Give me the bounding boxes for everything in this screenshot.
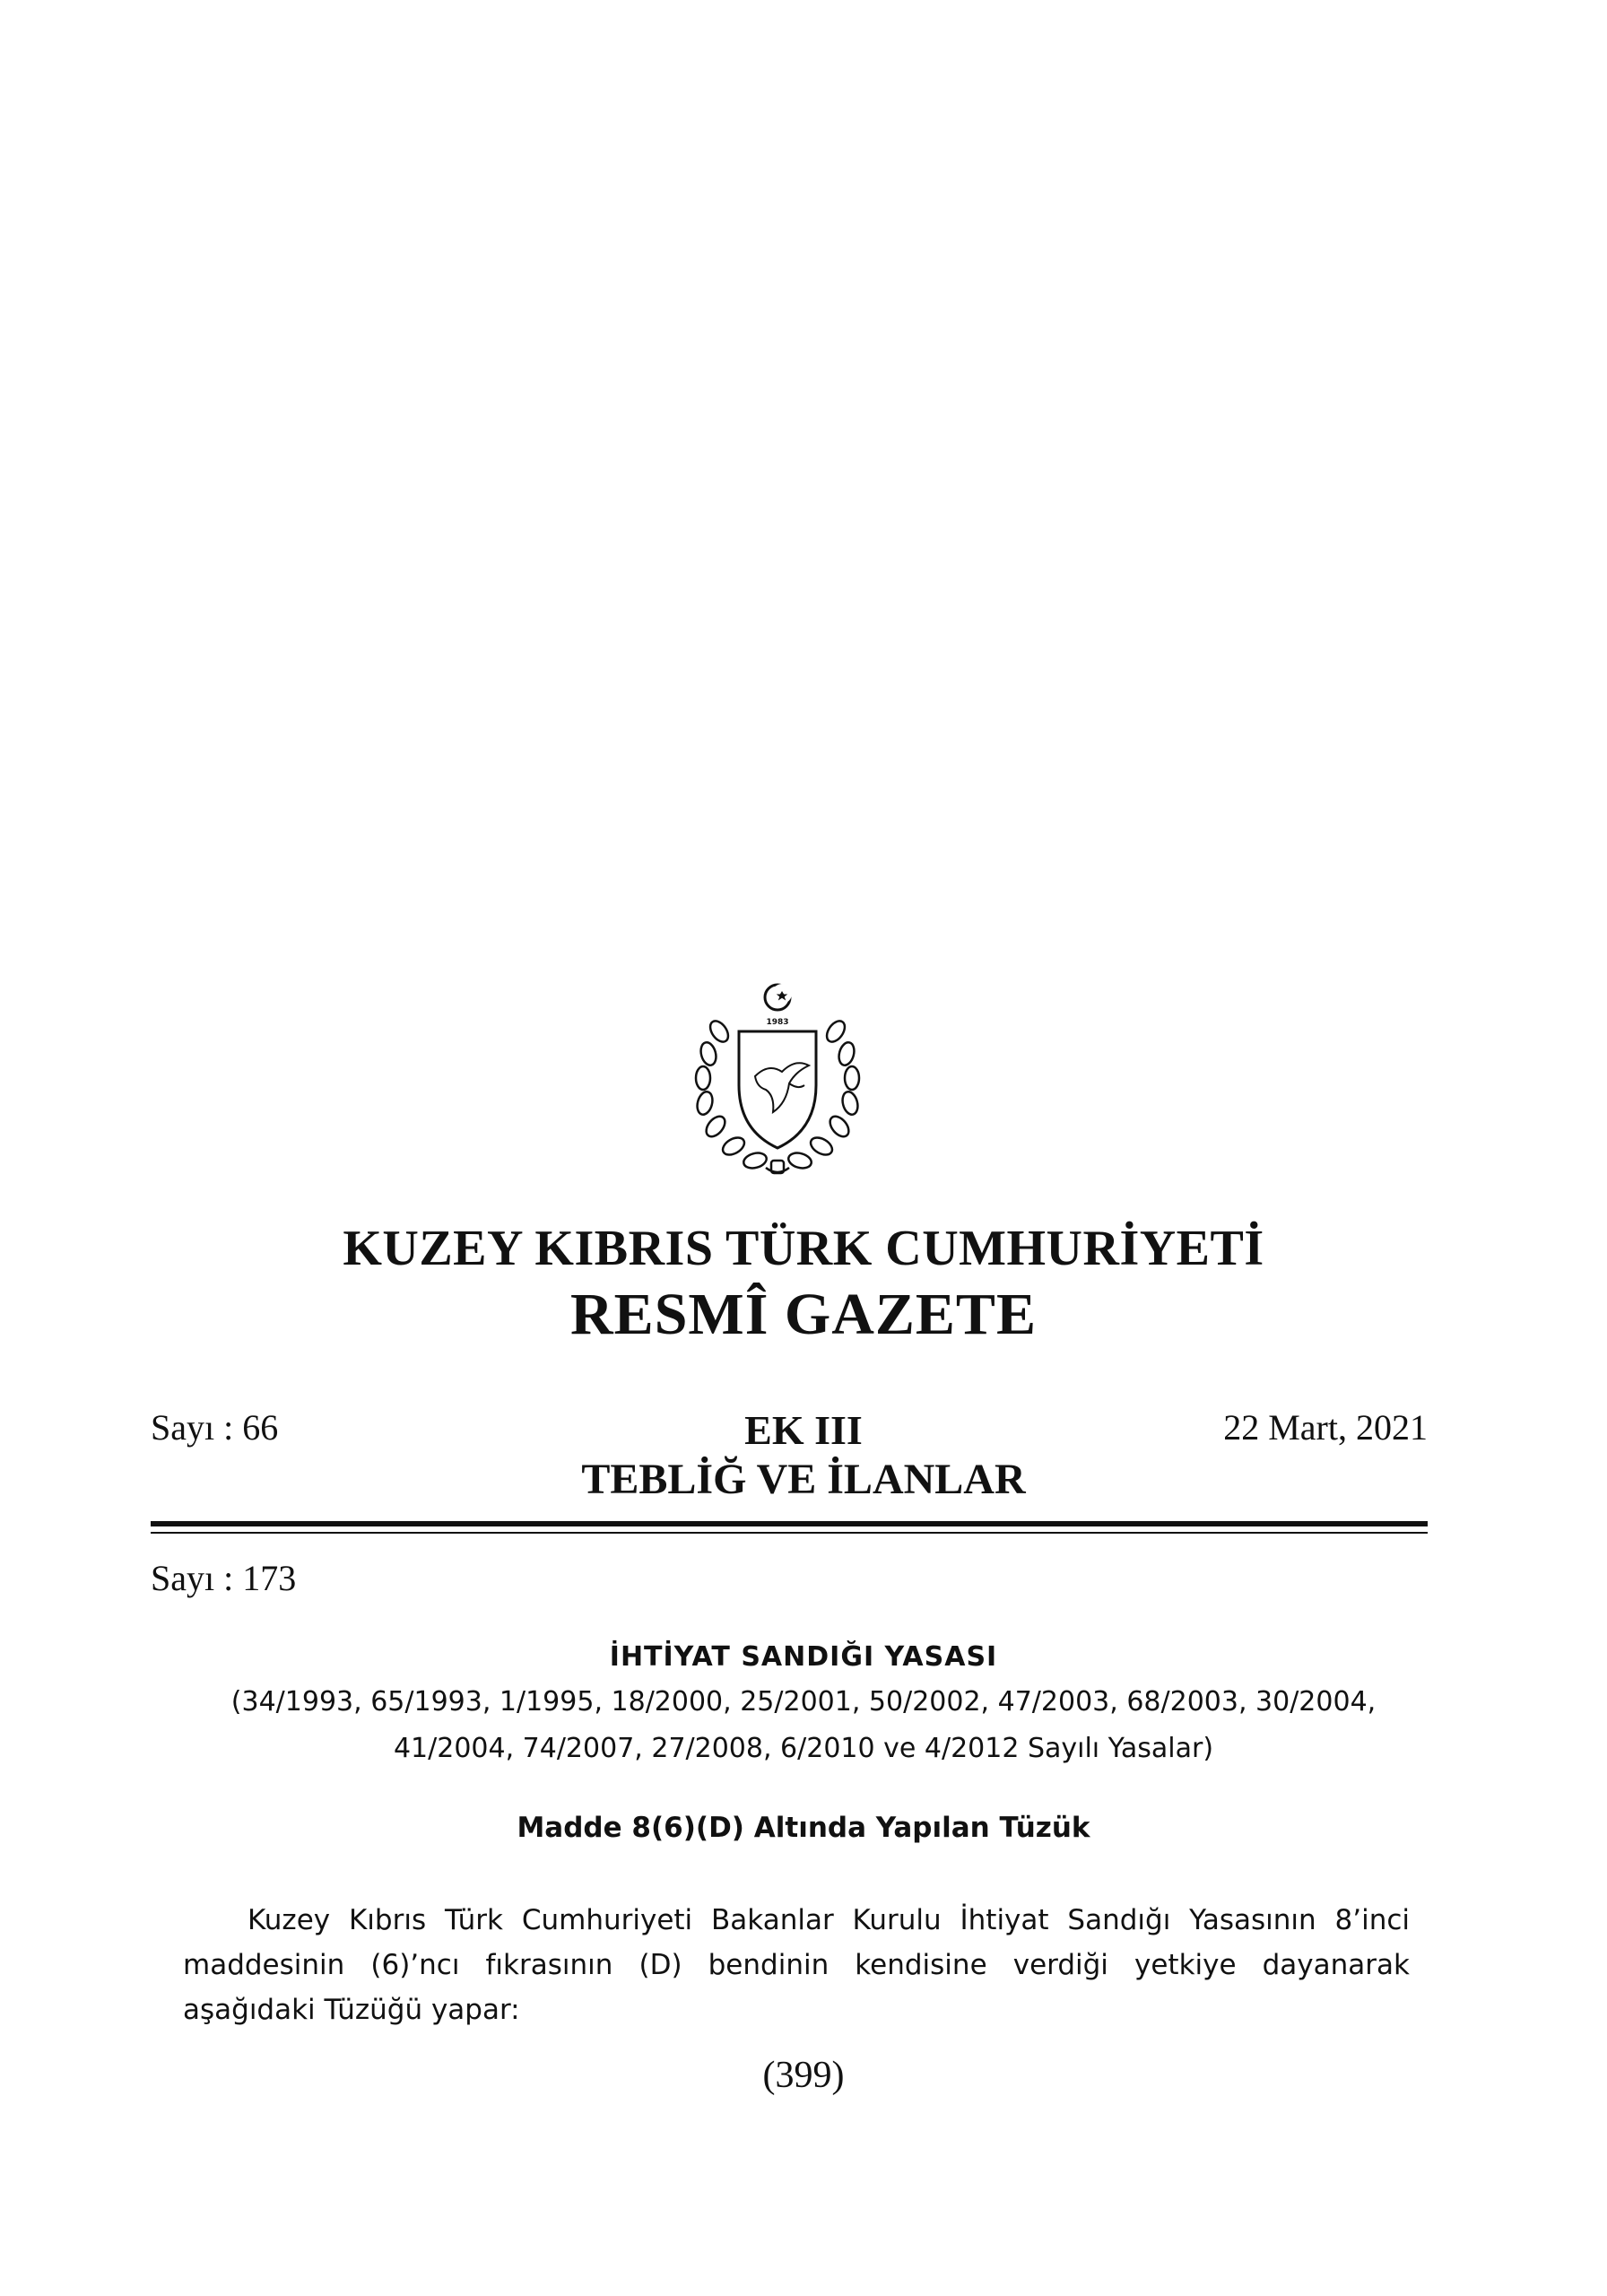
header-divider-thick (151, 1521, 1428, 1526)
emblem-year: 1983 (766, 1018, 789, 1027)
issue-date: 22 Mart, 2021 (1223, 1407, 1428, 1448)
rule-heading: Madde 8(6)(D) Altında Yapılan Tüzük (517, 1812, 1090, 1844)
header-divider-thin (151, 1532, 1428, 1534)
section-title: TEBLİĞ VE İLANLAR (581, 1456, 1026, 1503)
page-number: (399) (762, 2055, 845, 2096)
gazette-title: RESMÎ GAZETE (570, 1282, 1037, 1347)
law-references-line-1: (34/1993, 65/1993, 1/1995, 18/2000, 25/2001, 50/2002, 47/2003, 68/2003, 30/2004, (230, 1686, 1377, 1718)
notice-number: Sayı : 173 (151, 1558, 297, 1598)
law-title: İHTİYAT SANDIĞI YASASI (609, 1641, 998, 1673)
law-references-line-2: 41/2004, 74/2007, 27/2008, 6/2010 ve 4/2012 Sayılı Yasalar) (393, 1733, 1214, 1764)
state-emblem-icon (683, 978, 872, 1193)
country-title: KUZEY KIBRIS TÜRK CUMHURİYETİ (343, 1221, 1264, 1276)
body-paragraph: Kuzey Kıbrıs Türk Cumhuriyeti Bakanlar Kurulu İhtiyat Sandığı Yasasının 8’inci maddesinin (6)’ncı fıkrasının (D) bendinin kendisine verdiği yetkiye dayanarak aşağıdaki Tüzüğü yapar: (183, 1904, 1410, 2026)
issue-number: Sayı : 66 (151, 1407, 279, 1448)
supplement-label: EK III (744, 1407, 863, 1453)
